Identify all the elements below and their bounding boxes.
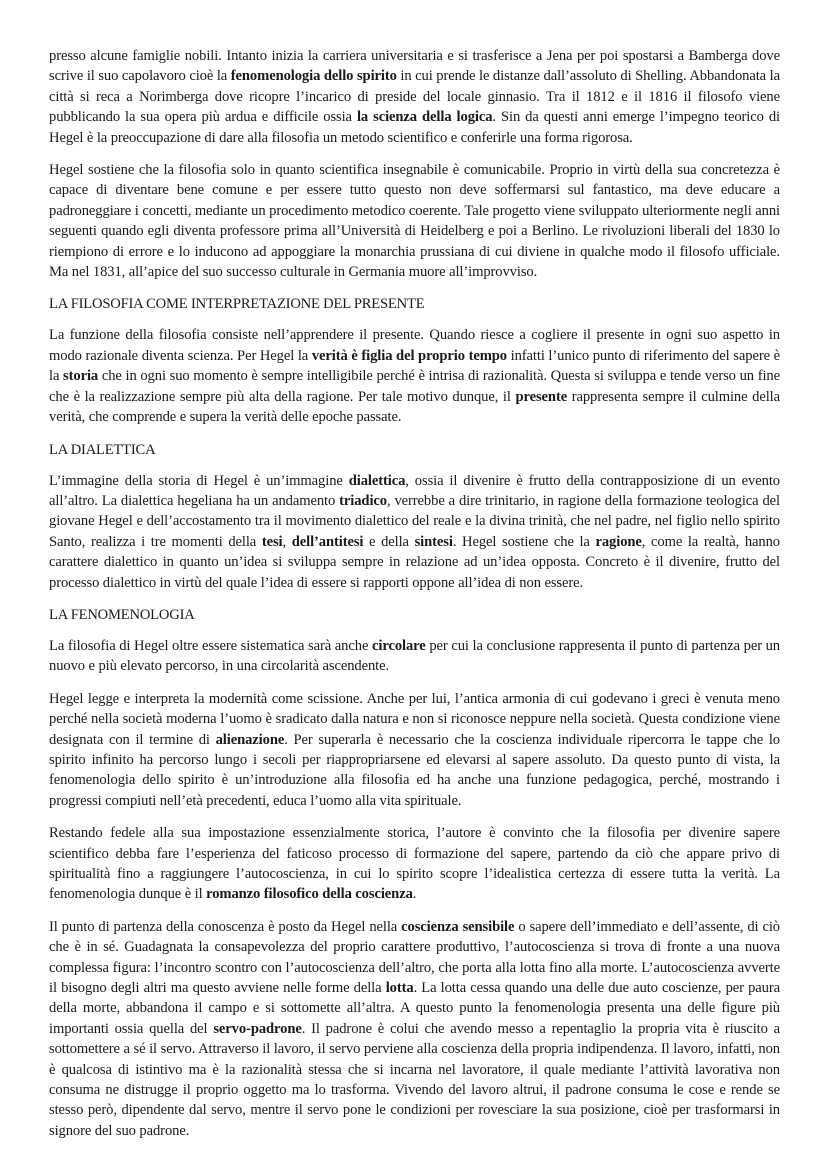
bold-term: servo-padrone	[213, 1020, 302, 1037]
text-run: in cui prende le distanze dall’assoluto di Shelling. Abbandonata la città si reca a Norimberga dove ricopre l’incarico di preside del locale ginnasio. Tra il 1812 e il 1816 il filosofo viene pubblicando la sua opera più ardua e difficile ossia	[49, 68, 780, 126]
bold-term: romanzo filosofico della coscienza	[206, 886, 413, 903]
text-run: La funzione della filosofia consiste nell’apprendere il presente. Quando riesce a cogliere il presente in ogni suo aspetto in modo razionale diventa scienza. Per Hegel la	[49, 327, 780, 364]
paragraph	[49, 471, 780, 593]
paragraph	[49, 823, 780, 905]
text-run: . La lotta cessa quando una delle due auto coscienze, per paura della morte, abbandona il campo e si sottomette all’altra. A questo punto la fenomenologia presenta una delle figure più importanti ossia quella del	[49, 980, 780, 1037]
text-run: . Per superarla è necessario che la coscienza individuale ripercorra le tappe che lo spirito infinito ha percorso lungo i secoli per riappropriarsene ed elevarsi al sapere assoluto. Da questo punto di vista, la fenomenologia dello spirito è un’introduzione alla filosofia ed ha anche una funzione pedagogica, perché, mostrando i progressi compiuti nell’età precedenti, educa l’uomo alla vita spirituale.	[49, 731, 780, 809]
paragraph	[49, 325, 780, 427]
bold-term: alienazione	[215, 731, 285, 748]
text-run: e della	[363, 533, 415, 550]
bold-term: sintesi	[414, 533, 453, 550]
text-run: Hegel sostiene che la filosofia solo in quanto scientifica insegnabile è comunicabile. Proprio in virtù della sua concretezza è capace di diventare bene comune e per essere tutto questo non deve soffermarsi sul fantastico, ma deve educare a padroneggiare i concetti, mediante un procedimento metodico coerente. Tale progetto viene sviluppato ulteriormente negli anni seguenti quando egli diventa professore prima all’Università di Heidelberg e poi a Berlino. Le rivoluzioni liberali del 1830 lo riempiono di errore e lo inducono ad appoggiare la monarchia prussiana di cui diviene in qualche modo il filosofo ufficiale. Ma nel 1831, all’apice del suo successo culturale in Germania muore all’improvviso.	[49, 162, 780, 281]
text-run: La filosofia di Hegel oltre essere sistematica sarà anche	[49, 637, 372, 654]
bold-term: la scienza della logica	[356, 109, 493, 126]
paragraph	[49, 689, 780, 811]
text-run: , ossia il divenire è frutto della contrapposizione di un evento all’altro. La dialettica hegeliana ha un andamento	[49, 472, 780, 509]
bold-term: fenomenologia dello spirito	[230, 68, 397, 85]
section-heading: LA FENOMENOLOGIA	[49, 606, 195, 623]
text-run: rappresenta sempre il culmine della verità, che comprende e supera la verità delle epoche passate.	[49, 388, 780, 426]
bold-term: dialettica	[348, 472, 406, 489]
document-body	[49, 46, 780, 1141]
bold-term: coscienza sensibile	[401, 918, 515, 935]
bold-term: presente	[515, 388, 568, 405]
text-run: . Sin da questi anni emerge l’impegno teorico di Hegel è la preoccupazione di dare alla filosofia un metodo scientifico e conferirle una forma rigorosa.	[49, 109, 780, 146]
text-run: Restando fedele alla sua impostazione essenzialmente storica, l’autore è convinto che la filosofia per divenire sapere scientifico debba fare l’esperienza del faticoso processo di formazione del sapere, partendo da ciò che appare privo di spiritualità fino a raggiungere l’autocoscienza, in cui lo spirito scopre l’idealistica certezza di essere tutta la verità. La fenomenologia dunque è il	[49, 825, 780, 903]
text-run: , verrebbe a dire trinitario, in ragione della formazione teologica del giovane Hegel e dell’accostamento tra il movimento dialettico del reale e la divina trinità, che nel padre, nel figlio nello spirito Santo, realizza i tre momenti della	[49, 492, 780, 550]
bold-term: verità è figlia del proprio tempo	[311, 347, 507, 364]
text-run: . Hegel sostiene che la	[452, 533, 596, 550]
text-run: ,	[282, 533, 292, 550]
text-run: , come la realtà, hanno carattere dialettico in quanto un’idea si sviluppa sempre in relazione ad un’idea opposta. Concreto è il divenire, frutto del processo dialettico in virtù del quale l’idea di essere si rapporti oppone all’idea di non essere.	[49, 533, 780, 591]
text-run: L’immagine della storia di Hegel è un’immagine	[49, 472, 349, 489]
section-heading: LA FILOSOFIA COME INTERPRETAZIONE DEL PRESENTE	[49, 296, 425, 313]
bold-term: circolare	[372, 637, 426, 654]
text-run: Il punto di partenza della conoscenza è posto da Hegel nella	[49, 918, 402, 935]
text-run: infatti l’unico punto di riferimento del sapere è la	[49, 347, 780, 385]
text-run: che in ogni suo momento è sempre intelligibile perché è intrisa di razionalità. Questa si sviluppa e tende verso un fine che è la realizzazione sempre più alta della ragione. Per tale motivo dunque, il	[49, 368, 780, 405]
text-run: per cui la conclusione rappresenta il punto di partenza per un nuovo e più elevato percorso, in una circolarità ascendente.	[49, 637, 781, 675]
bold-term: ragione	[595, 533, 642, 550]
paragraph	[49, 636, 780, 677]
paragraph	[49, 160, 780, 282]
bold-term: dell’antitesi	[291, 533, 364, 550]
bold-term: triadico	[339, 492, 387, 509]
paragraph	[49, 46, 780, 148]
text-run: presso alcune famiglie nobili. Intanto inizia la carriera universitaria e si trasferisce a Jena per poi spostarsi a Bamberga dove scrive il suo capolavoro cioè la	[49, 48, 780, 85]
bold-term: tesi	[261, 533, 283, 550]
section-heading: LA DIALETTICA	[49, 441, 156, 458]
text-run: .	[412, 886, 417, 903]
bold-term: storia	[63, 368, 99, 385]
text-run: . Il padrone è colui che avendo messo a repentaglio la propria vita è riuscito a sottomettere a sé il servo. Attraverso il lavoro, il servo perviene alla coscienza della propria indipendenza. Il lavoro, infatti, non è qualcosa di istintivo ma è la razionalità stessa che si incarna nel lavoratore, il quale mediante l’attività lavorativa non consuma ne distrugge il proprio oggetto ma lo trasforma. Vivendo del lavoro altrui, il padrone consuma le cose e rende se stesso però, dipendente dal servo, mentre il servo pone le condizioni per rovesciare la sua posizione, cioè per trasformarsi in signore del suo padrone.	[49, 1020, 780, 1139]
bold-term: lotta	[385, 980, 414, 997]
text-run: o sapere dell’immediato e dell’assente, di ciò che è in sé. Guadagnata la consapevolezza del proprio carattere produttivo, l’autocoscienza si trova di fronte a una nuova complessa figura: l’incontro scontro con l’autocoscienza dell’altro, che porta alla lotta fino alla morte. L’autocoscienza avverte il bisogno degli altri ma questo avviene nelle forme della	[49, 918, 781, 997]
text-run: Hegel legge e interpreta la modernità come scissione. Anche per lui, l’antica armonia di cui godevano i greci è venuta meno perché nella società moderna l’uomo è sradicato dalla natura e non si riconosce neppure nella società. Questa condizione viene designata con il termine di	[49, 690, 780, 748]
paragraph	[49, 917, 780, 1141]
